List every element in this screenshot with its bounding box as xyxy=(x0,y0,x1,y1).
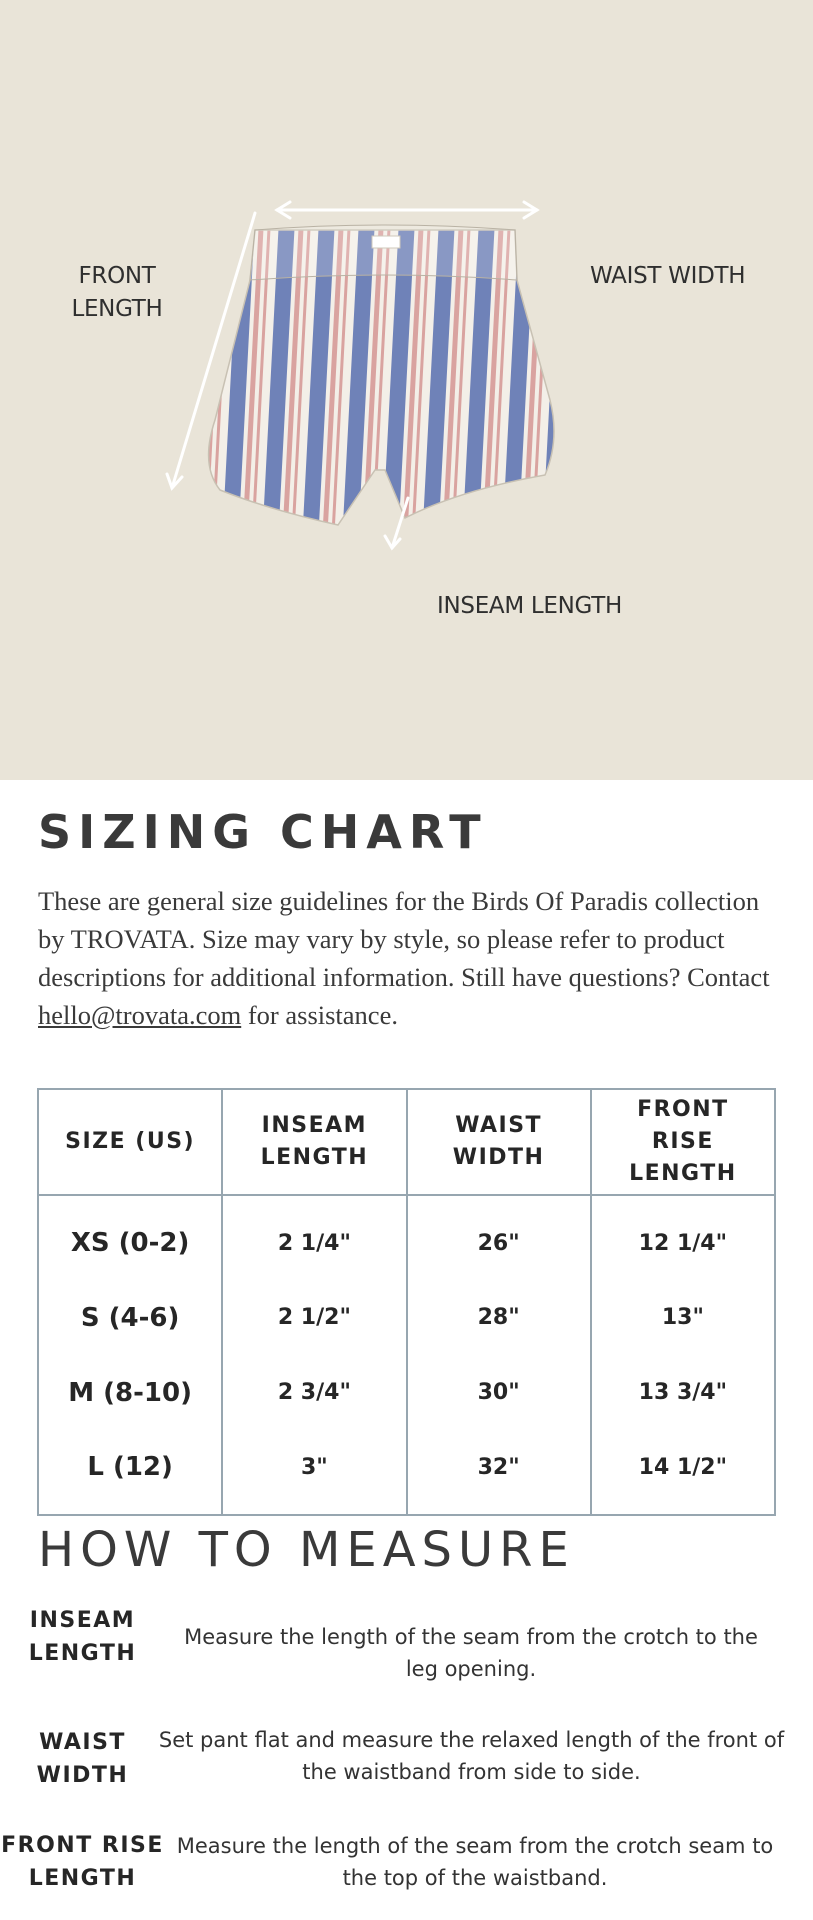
table-header-row xyxy=(38,1089,775,1195)
inseam-cell: 2 1/2" xyxy=(222,1280,406,1355)
front-rise-cell: 13 3/4" xyxy=(591,1355,775,1430)
inseam-cell: 2 3/4" xyxy=(222,1355,406,1430)
measure-item-front-rise xyxy=(0,1829,813,1919)
waist-cell: 26" xyxy=(407,1195,591,1280)
size-cell: XS (0-2) xyxy=(38,1195,222,1280)
header-front-rise-length: FRONT RISE LENGTH xyxy=(591,1089,775,1195)
measure-item-inseam xyxy=(0,1604,813,1694)
waist-cell: 32" xyxy=(407,1430,591,1515)
inseam-length-label: INSEAM LENGTH xyxy=(437,593,623,619)
how-to-measure-title: HOW TO MEASURE xyxy=(38,1522,575,1578)
intro-paragraph xyxy=(38,882,783,1034)
waist-cell: 30" xyxy=(407,1355,591,1430)
intro-text-end: for assistance. xyxy=(241,1000,398,1030)
front-rise-cell: 14 1/2" xyxy=(591,1430,775,1515)
table-row xyxy=(38,1355,775,1430)
size-table xyxy=(37,1088,776,1516)
header-waist-width: WAIST WIDTH xyxy=(407,1089,591,1195)
inseam-cell: 2 1/4" xyxy=(222,1195,406,1280)
table-row xyxy=(38,1280,775,1355)
front-length-label: FRONT LENGTH xyxy=(71,263,163,322)
sizing-chart-title: SIZING CHART xyxy=(38,805,488,859)
contact-email-link[interactable]: hello@trovata.com xyxy=(38,1000,242,1030)
measure-term: INSEAM LENGTH xyxy=(28,1608,137,1666)
front-rise-cell: 12 1/4" xyxy=(591,1195,775,1280)
product-measurement-image xyxy=(0,0,813,780)
table-row xyxy=(38,1195,775,1280)
waist-width-label: WAIST WIDTH xyxy=(590,263,746,289)
front-rise-cell: 13" xyxy=(591,1280,775,1355)
measure-definition: Set pant flat and measure the relaxed length of the front of the waistband from side to side. xyxy=(158,1728,785,1784)
measure-term: FRONT RISE LENGTH xyxy=(1,1833,164,1891)
intro-text: These are general size guidelines for the Birds Of Paradis collection by TROVATA. Size may vary by style, so please refer to product descriptions for additional information. Still have questions? Contact xyxy=(38,886,770,992)
waist-cell: 28" xyxy=(407,1280,591,1355)
measure-item-waist xyxy=(0,1726,813,1816)
measure-definition: Measure the length of the seam from the crotch seam to the top of the waistband. xyxy=(176,1834,774,1890)
size-cell: S (4-6) xyxy=(38,1280,222,1355)
table-row xyxy=(38,1430,775,1515)
inseam-cell: 3" xyxy=(222,1430,406,1515)
measure-definition: Measure the length of the seam from the crotch to the leg opening. xyxy=(184,1625,758,1681)
header-size: SIZE (US) xyxy=(38,1089,222,1195)
size-cell: L (12) xyxy=(38,1430,222,1515)
measurement-arrows xyxy=(0,0,813,780)
size-cell: M (8-10) xyxy=(38,1355,222,1430)
measure-term: WAIST WIDTH xyxy=(36,1730,129,1788)
header-inseam-length: INSEAM LENGTH xyxy=(222,1089,406,1195)
